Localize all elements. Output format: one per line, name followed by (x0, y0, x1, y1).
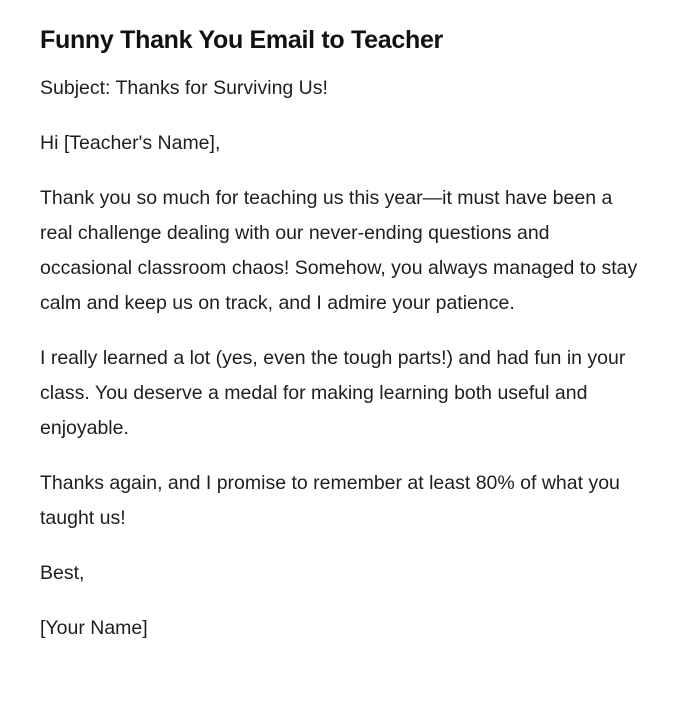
page-title: Funny Thank You Email to Teacher (40, 26, 443, 54)
email-body-paragraph-2: I really learned a lot (yes, even the tough parts!) and had fun in your class. You deserve a medal for making learning both useful and enjoyable. (40, 347, 626, 439)
email-subject: Subject: Thanks for Surviving Us! (40, 77, 328, 99)
email-signature: [Your Name] (40, 617, 148, 639)
email-closing: Best, (40, 562, 85, 584)
email-body-paragraph-3: Thanks again, and I promise to remember at least 80% of what you taught us! (40, 472, 620, 529)
email-body-paragraph-1: Thank you so much for teaching us this year—it must have been a real challenge dealing with our never-ending questions and occasional classroom chaos! Somehow, you always managed to stay calm and keep us on track, and I admire your patience. (40, 187, 638, 314)
email-greeting: Hi [Teacher's Name], (40, 132, 221, 154)
